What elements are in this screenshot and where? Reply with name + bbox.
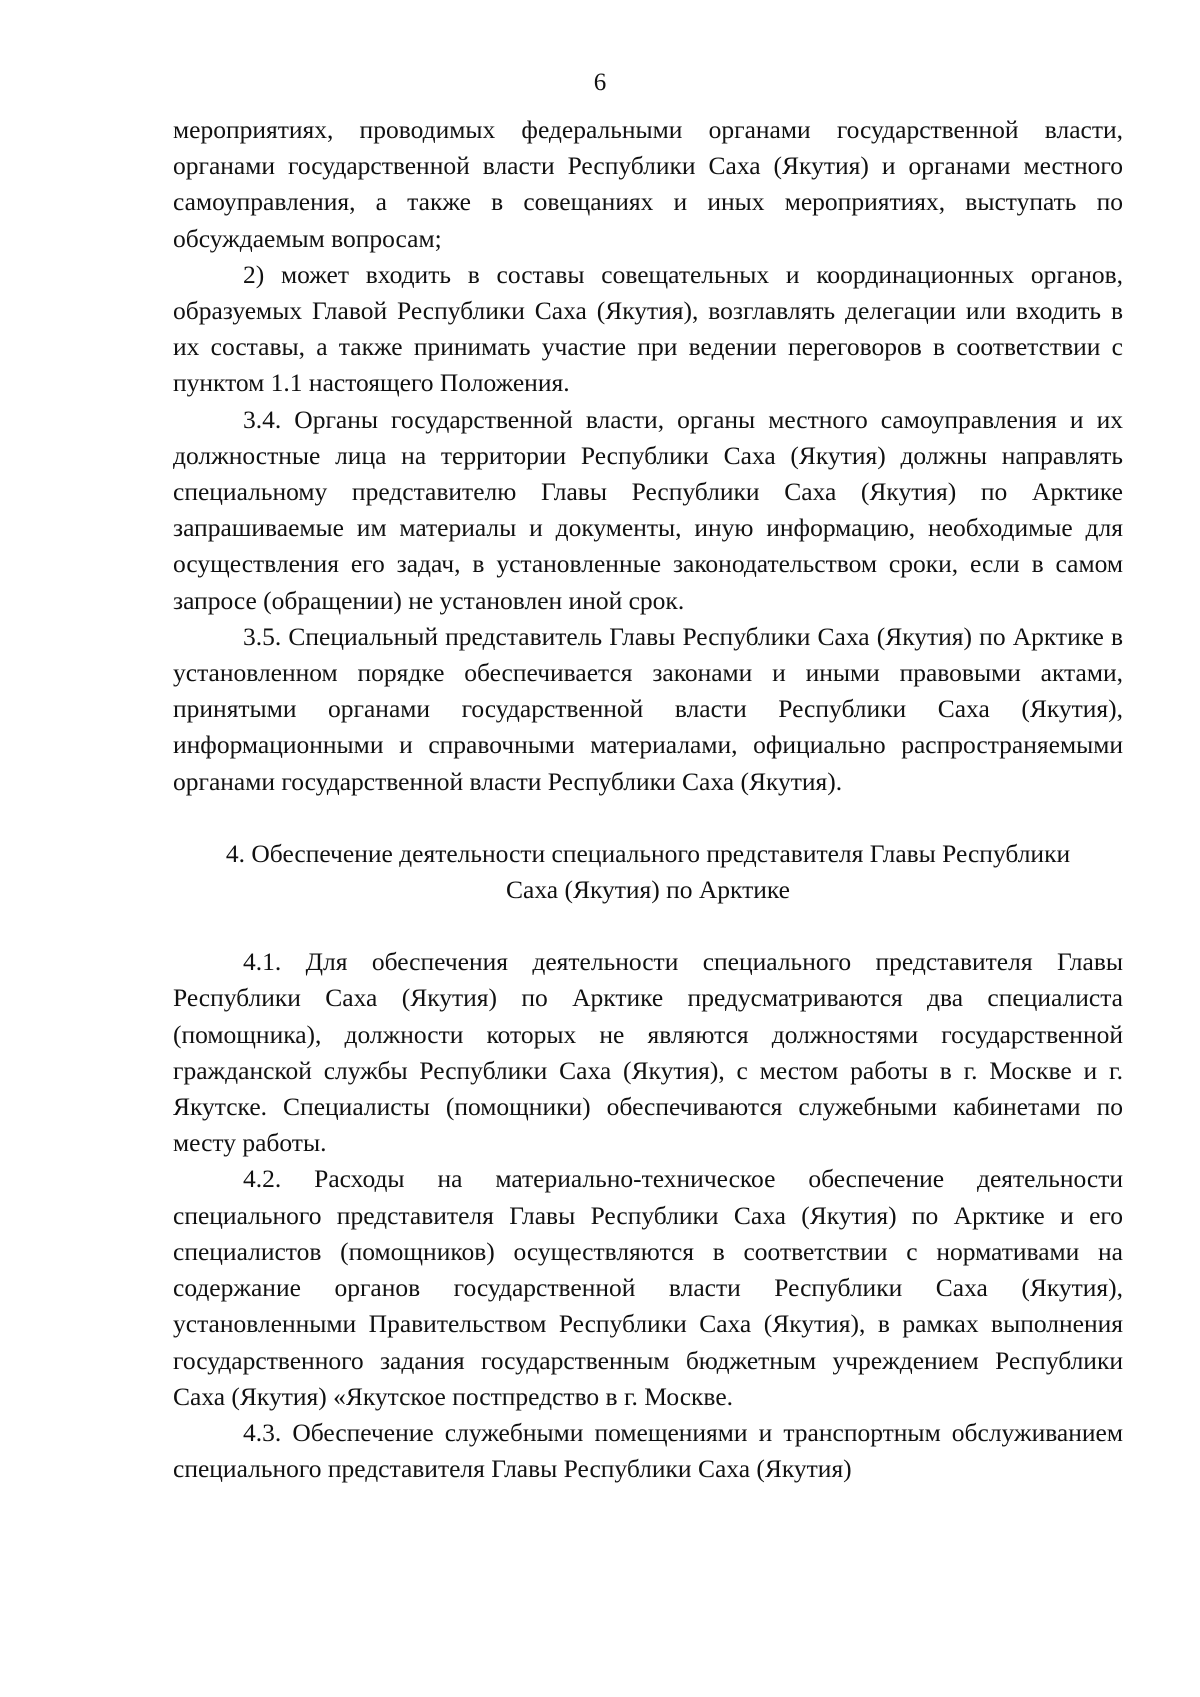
section-heading-line-1: 4. Обеспечение деятельности специального представителя Главы Республики: [225, 838, 1071, 868]
paragraph-3-5: 3.5. Специальный представитель Главы Республики Саха (Якутия) по Арктике в установленном порядке обеспечивается законами и иными правовыми актами, принятыми органами государственной власти Республики Саха (Якутия), информационными и справочными материалами, официально распространяемыми органами государственной власти Республики Саха (Якутия).: [173, 621, 1123, 796]
paragraph-4-3: 4.3. Обеспечение служебными помещениями и транспортным обслуживанием специального представителя Главы Республики Саха (Якутия): [173, 1417, 1123, 1484]
paragraph-item-2: 2) может входить в составы совещательных и координационных органов, образуемых Главой Республики Саха (Якутия), возглавлять делегации или входить в их составы, а также принимать участие при ведении переговоров в соответствии с пунктом 1.1 настоящего Положения.: [173, 259, 1123, 398]
page-number: 6: [593, 69, 607, 96]
section-heading: [173, 836, 1123, 908]
paragraph-4-2: 4.2. Расходы на материально-техническое обеспечение деятельности специального представителя Главы Республики Саха (Якутия) по Арктике и его специалистов (помощников) осуществляются в соответствии с нормативами на содержание органов государственной власти Республики Саха (Якутия), установленными Правительством Республики Саха (Якутия), в рамках выполнения государственного задания государственным бюджетным учреждением Республики Саха (Якутия) «Якутское постпредство в г. Москве.: [173, 1164, 1123, 1411]
section-heading-line-2: Саха (Якутия) по Арктике: [506, 875, 790, 905]
paragraph-4-1: 4.1. Для обеспечения деятельности специального представителя Главы Республики Саха (Якутия) по Арктике предусматриваются два специалиста (помощника), должности которых не являются должностями государственной гражданской службы Республики Саха (Якутия), с местом работы в г. Москве и г. Якутске. Специалисты (помощники) обеспечиваются служебными кабинетами по месту работы.: [173, 947, 1123, 1158]
document-body: [173, 112, 1123, 1487]
paragraph-continuation: мероприятиях, проводимых федеральными органами государственной власти, органами государственной власти Республики Саха (Якутия) и органами местного самоуправления, а также в совещаниях и иных мероприятиях, выступать по обсуждаемым вопросам;: [173, 115, 1123, 253]
paragraph-3-4: 3.4. Органы государственной власти, органы местного самоуправления и их должностные лица на территории Республики Саха (Якутия) должны направлять специальному представителю Главы Республики Саха (Якутия) по Арктике запрашиваемые им материалы и документы, иную информацию, необходимые для осуществления его задач, в установленные законодательством сроки, если в самом запросе (обращении) не установлен иной срок.: [173, 404, 1123, 615]
